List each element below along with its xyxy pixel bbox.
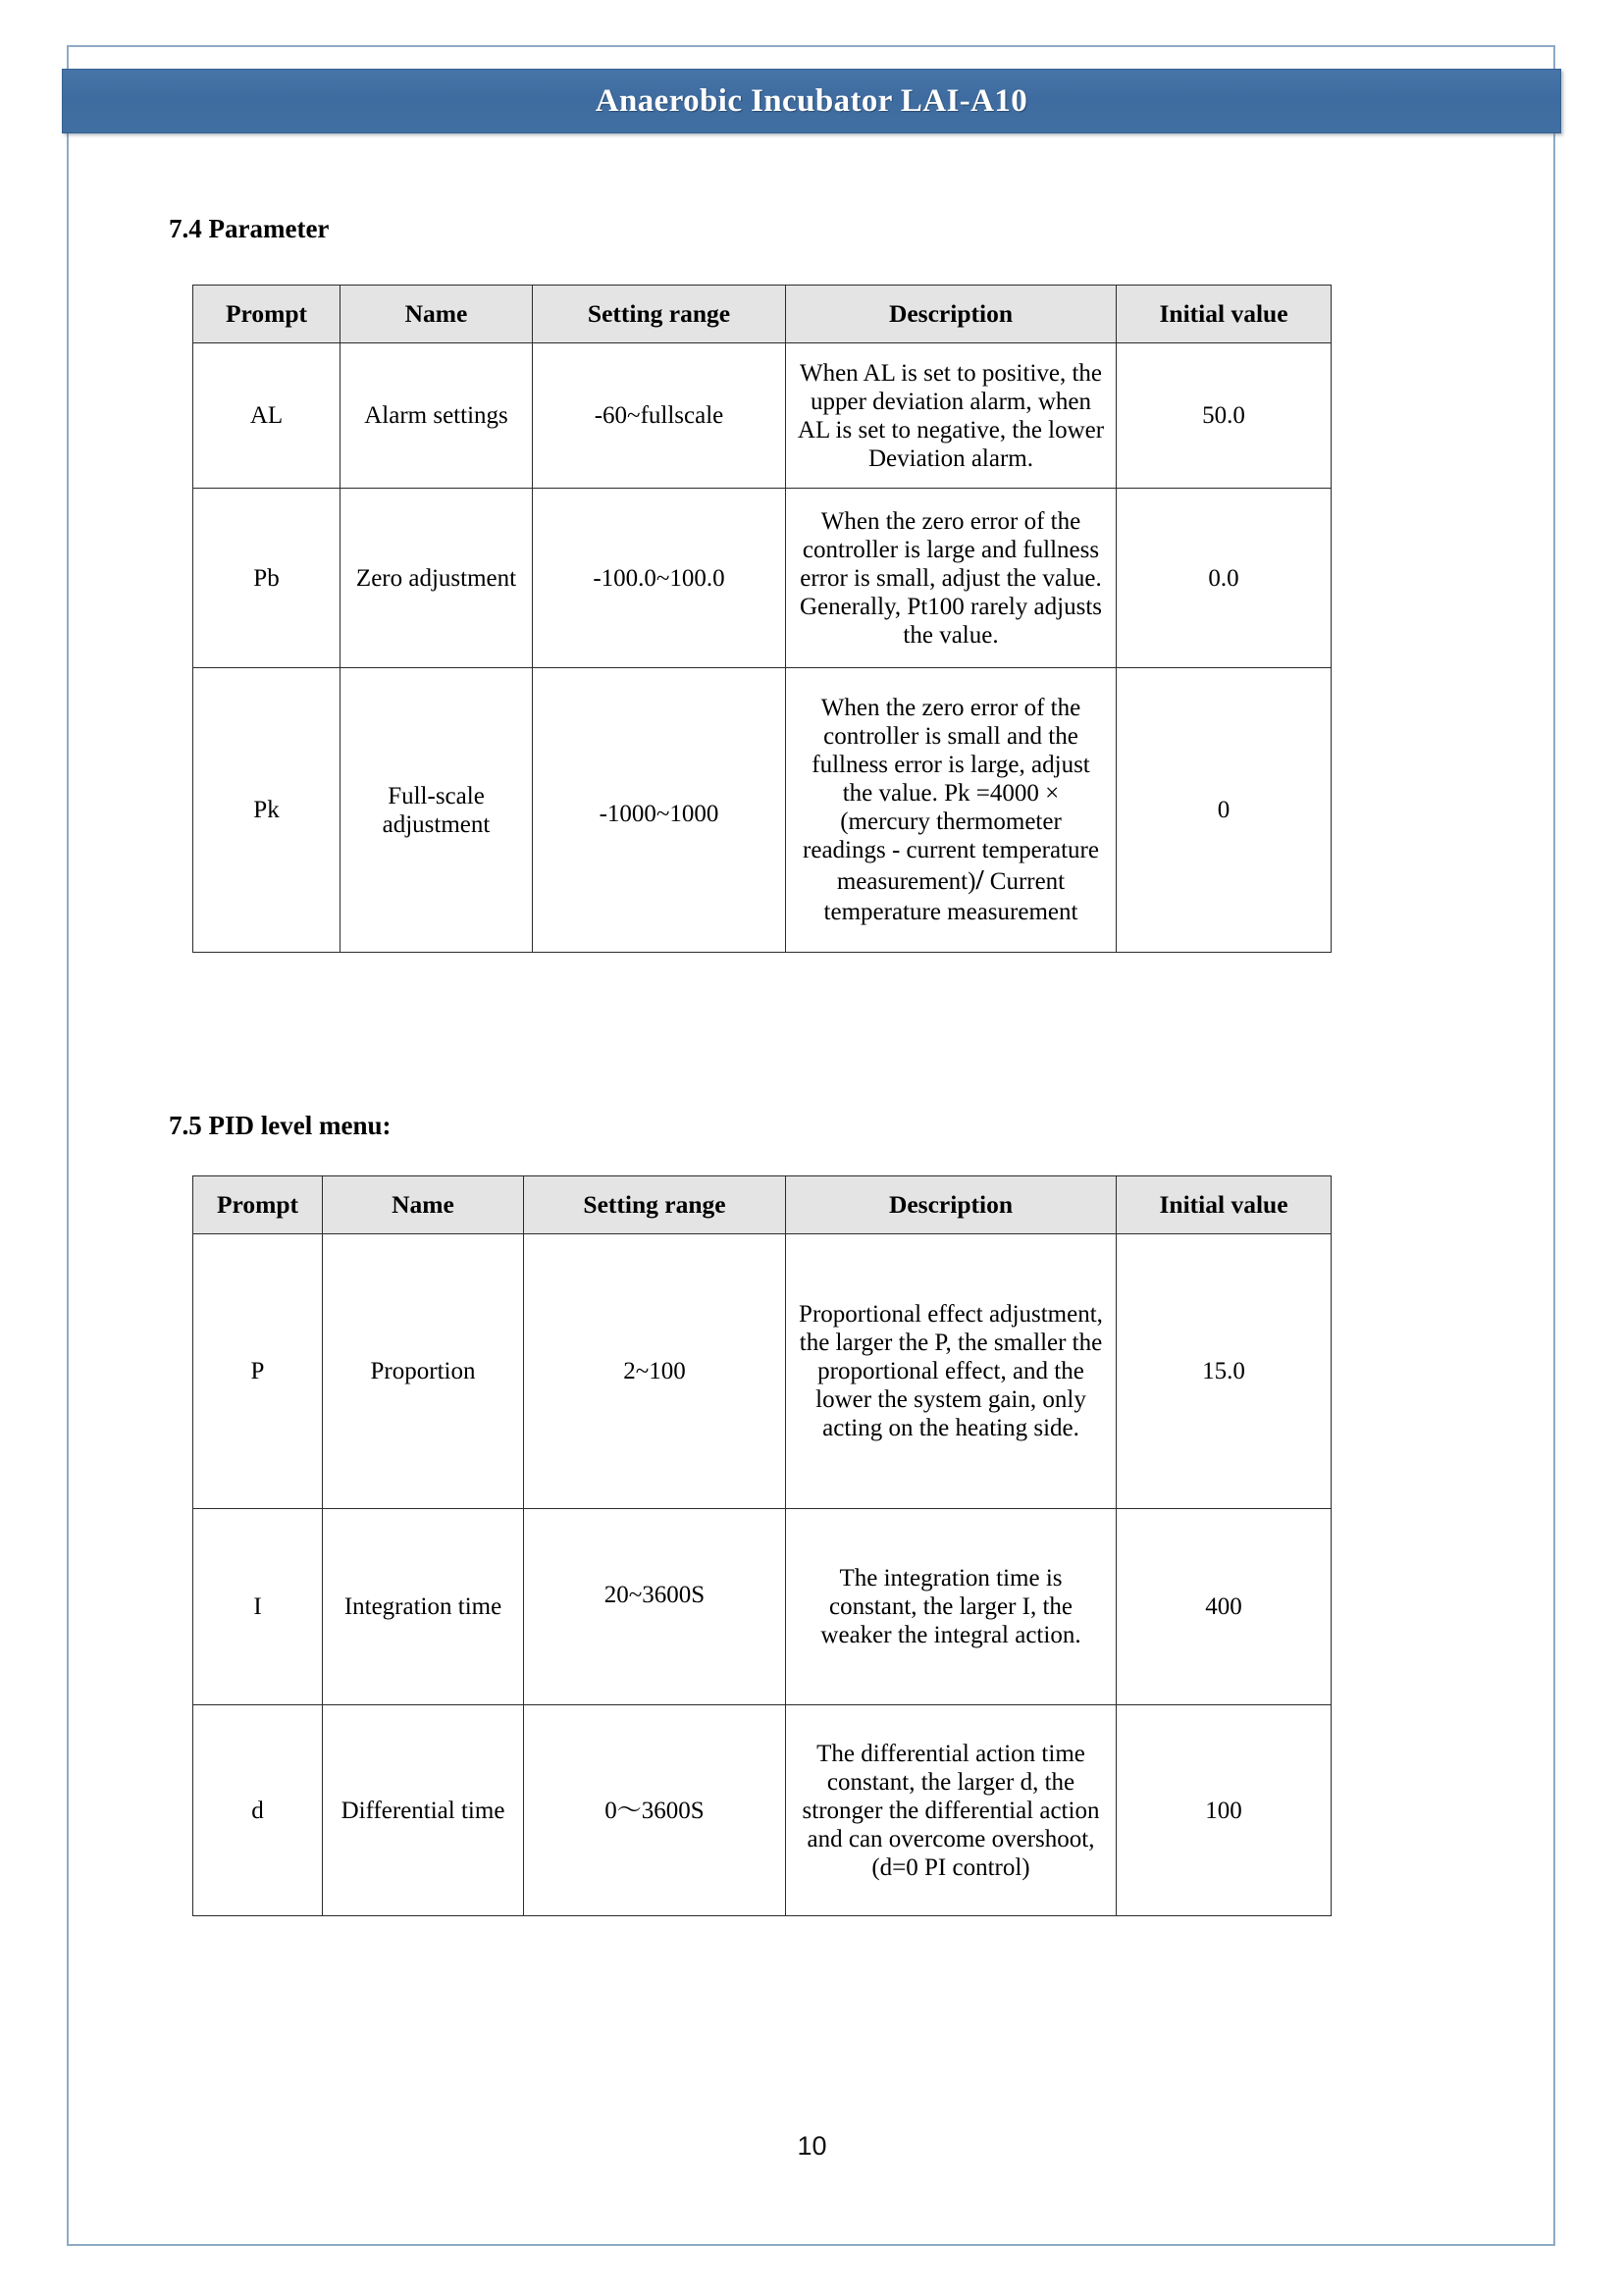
column-header-description: Description [786,286,1117,343]
column-header-setting-range: Setting range [524,1176,786,1234]
description-text-part1: When the zero error of the controller is small and the fullness error is large, adjust the value. Pk =4000 × (mercury thermometer readings - current temperature measurement) [803,695,1099,896]
cell-setting-range [524,1509,786,1705]
cell-prompt: I [193,1509,323,1705]
cell-initial-value: 100 [1117,1705,1332,1916]
cell-setting-range: -100.0~100.0 [533,489,786,668]
table-header-row [193,286,1332,343]
table-row [193,343,1332,489]
cell-setting-range: -60~fullscale [533,343,786,489]
column-header-prompt: Prompt [193,1176,323,1234]
cell-initial-value: 400 [1117,1509,1332,1705]
cell-name: Full-scale adjustment [341,668,533,953]
table-row [193,668,1332,953]
cell-prompt: d [193,1705,323,1916]
column-header-name: Name [341,286,533,343]
cell-initial-value: 0 [1117,668,1332,953]
cell-prompt: P [193,1234,323,1509]
column-header-prompt: Prompt [193,286,341,343]
cell-initial-value: 50.0 [1117,343,1332,489]
section-heading-pid: 7.5 PID level menu: [169,1111,392,1140]
cell-prompt: AL [193,343,341,489]
cell-prompt: Pk [193,668,341,953]
section-heading-parameter: 7.4 Parameter [169,214,330,243]
cell-description: The differential action time constant, the larger d, the stronger the differential action and can overcome overshoot, (d=0 PI control) [786,1705,1117,1916]
table-row [193,1705,1332,1916]
cell-description: Proportional effect adjustment, the larger the P, the smaller the proportional effect, and the lower the system gain, only acting on the heating side. [786,1234,1117,1509]
cell-initial-value: 0.0 [1117,489,1332,668]
column-header-name: Name [323,1176,524,1234]
cell-setting-range: 0～3600S [524,1705,786,1916]
table-row [193,489,1332,668]
parameter-table [192,285,1332,953]
column-header-initial-value: Initial value [1117,1176,1332,1234]
cell-name: Proportion [323,1234,524,1509]
cell-description: When AL is set to positive, the upper deviation alarm, when AL is set to negative, the lower Deviation alarm. [786,343,1117,489]
table-row [193,1509,1332,1705]
description-slash: / [975,864,984,897]
description-text-part2: Current temperature measurement [823,868,1078,925]
table-header-row [193,1176,1332,1234]
page-number: 10 [797,2131,827,2161]
cell-setting-range: 2~100 [524,1234,786,1509]
setting-range-text: 20~3600S [603,1582,706,1608]
cell-initial-value: 15.0 [1117,1234,1332,1509]
column-header-initial-value: Initial value [1117,286,1332,343]
column-header-description: Description [786,1176,1117,1234]
cell-description [786,668,1117,953]
cell-prompt: Pb [193,489,341,668]
pid-table [192,1175,1332,1916]
cell-name: Integration time [323,1509,524,1705]
cell-setting-range: -1000~1000 [533,668,786,953]
column-header-setting-range: Setting range [533,286,786,343]
cell-name: Differential time [323,1705,524,1916]
cell-description: When the zero error of the controller is large and fullness error is small, adjust the value. Generally, Pt100 rarely adjusts the value. [786,489,1117,668]
cell-name: Alarm settings [341,343,533,489]
cell-name: Zero adjustment [341,489,533,668]
table-row [193,1234,1332,1509]
document-title: Anaerobic Incubator LAI-A10 [595,82,1028,119]
cell-description: The integration time is constant, the larger I, the weaker the integral action. [786,1509,1117,1705]
